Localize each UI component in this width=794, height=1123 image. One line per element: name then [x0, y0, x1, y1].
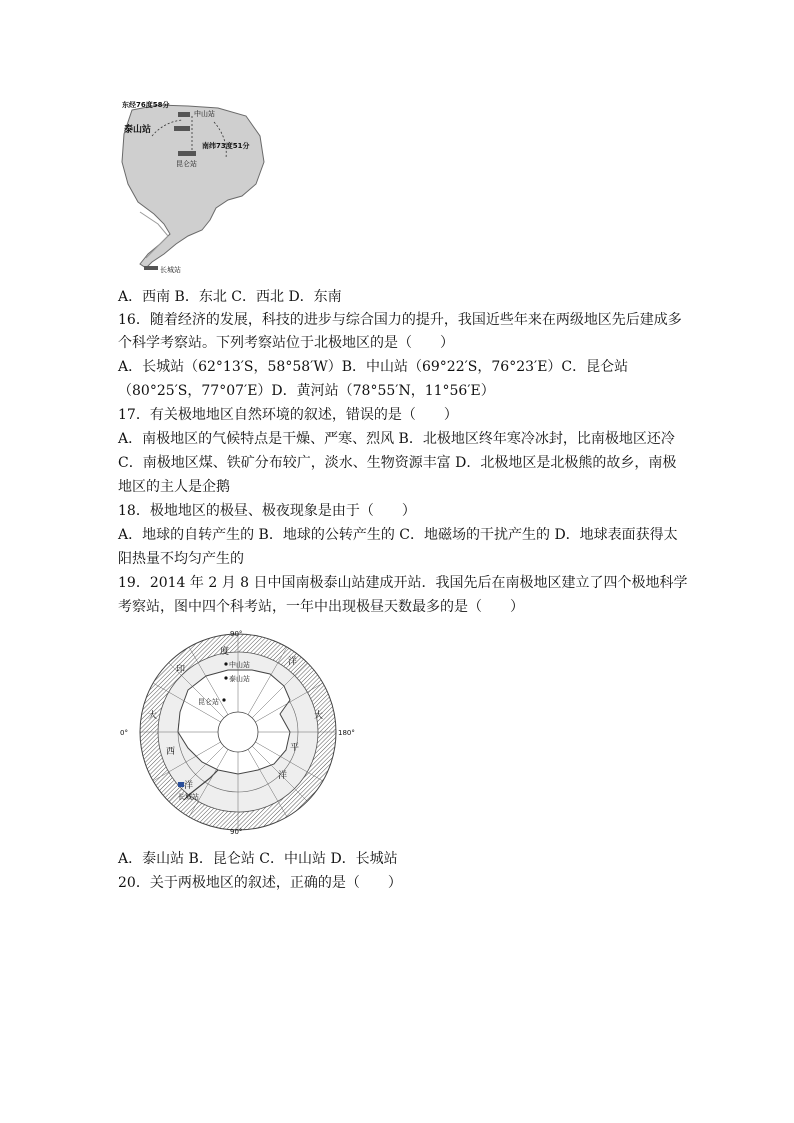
- label-lon-76-58: 东经76度58分: [122, 101, 170, 109]
- label-zhongshan-station: 中山站: [229, 661, 250, 669]
- ocean-label-yin: 印: [176, 665, 186, 675]
- label-90-top: 90°: [230, 630, 243, 638]
- antarctica-stations-map: [118, 96, 270, 276]
- ocean-label-du: 度: [220, 647, 230, 657]
- antarctica-polar-map: [118, 628, 362, 836]
- label-180-deg: 180°: [338, 729, 355, 737]
- q19-options: A．泰山站 B．昆仑站 C．中山站 D．长城站: [118, 851, 398, 867]
- q16-options-line1: A．长城站（62°13′S，58°58′W）B．中山站（69°22′S，76°23′E）C．昆仑站: [118, 359, 629, 375]
- q17-options-line3: 地区的主人是企鹅: [118, 479, 230, 495]
- q19-stem-line1: 19．2014 年 2 月 8 日中国南极泰山站建成开站．我国先后在南极地区建立了四个极地科学: [118, 575, 688, 591]
- label-0-deg: 0°: [120, 729, 128, 737]
- ocean-label-ping: 平: [290, 743, 300, 753]
- label-kunlun-station: 昆仑站: [176, 160, 197, 168]
- ocean-label-xi: 西: [166, 747, 176, 757]
- label-kunlun-station: 昆仑站: [198, 698, 219, 706]
- q18-options-line2: 阳热量不均匀产生的: [118, 551, 244, 567]
- label-lat-73-51: 南纬73度51分: [202, 142, 250, 150]
- label-taishan-station: 泰山站: [229, 675, 250, 683]
- q17-stem: 17．有关极地地区自然环境的叙述，错误的是（ ）: [118, 407, 458, 423]
- ocean-label-yang-3: 洋: [278, 771, 288, 781]
- q18-stem: 18．极地地区的极昼、极夜现象是由于（ ）: [118, 503, 416, 519]
- q18-options-line1: A．地球的自转产生的 B．地球的公转产生的 C．地磁场的干扰产生的 D．地球表面获得太: [118, 527, 678, 543]
- label-zhongshan-station: 中山站: [194, 110, 215, 118]
- label-taishan-station: 泰山站: [124, 125, 152, 135]
- q16-stem-line1: 16．随着经济的发展，科技的进步与综合国力的提升，我国近些年来在两级地区先后建成多: [118, 312, 682, 328]
- q17-options-line2: C．南极地区煤、铁矿分布较广，淡水、生物资源丰富 D．北极地区是北极熊的故乡，南极: [118, 455, 677, 471]
- q19-stem-line2: 考察站，图中四个科考站，一年中出现极昼天数最多的是（ ）: [118, 599, 524, 615]
- label-changcheng-station: 长城站: [160, 266, 181, 274]
- q16-stem-line2: 个科学考察站。下列考察站位于北极地区的是（ ）: [118, 335, 454, 351]
- q17-options-line1: A．南极地区的气候特点是干燥、严寒、烈风 B．北极地区终年寒冷冰封，比南极地区还冷: [118, 431, 675, 447]
- label-changcheng-station: 长城站: [178, 793, 199, 801]
- ocean-label-da-1: 大: [148, 711, 158, 721]
- ocean-label-da-2: 大: [314, 711, 324, 721]
- ocean-label-yang-1: 洋: [288, 657, 298, 667]
- ocean-label-yang-2: 洋: [184, 781, 194, 791]
- q20-stem: 20．关于两极地区的叙述，正确的是（ ）: [118, 875, 402, 891]
- q15-options: A．西南 B．东北 C．西北 D．东南: [118, 289, 342, 305]
- q16-options-line2: （80°25′S，77°07′E）D．黄河站（78°55′N，11°56′E）: [118, 383, 495, 399]
- label-90-bottom: 90°: [230, 828, 243, 836]
